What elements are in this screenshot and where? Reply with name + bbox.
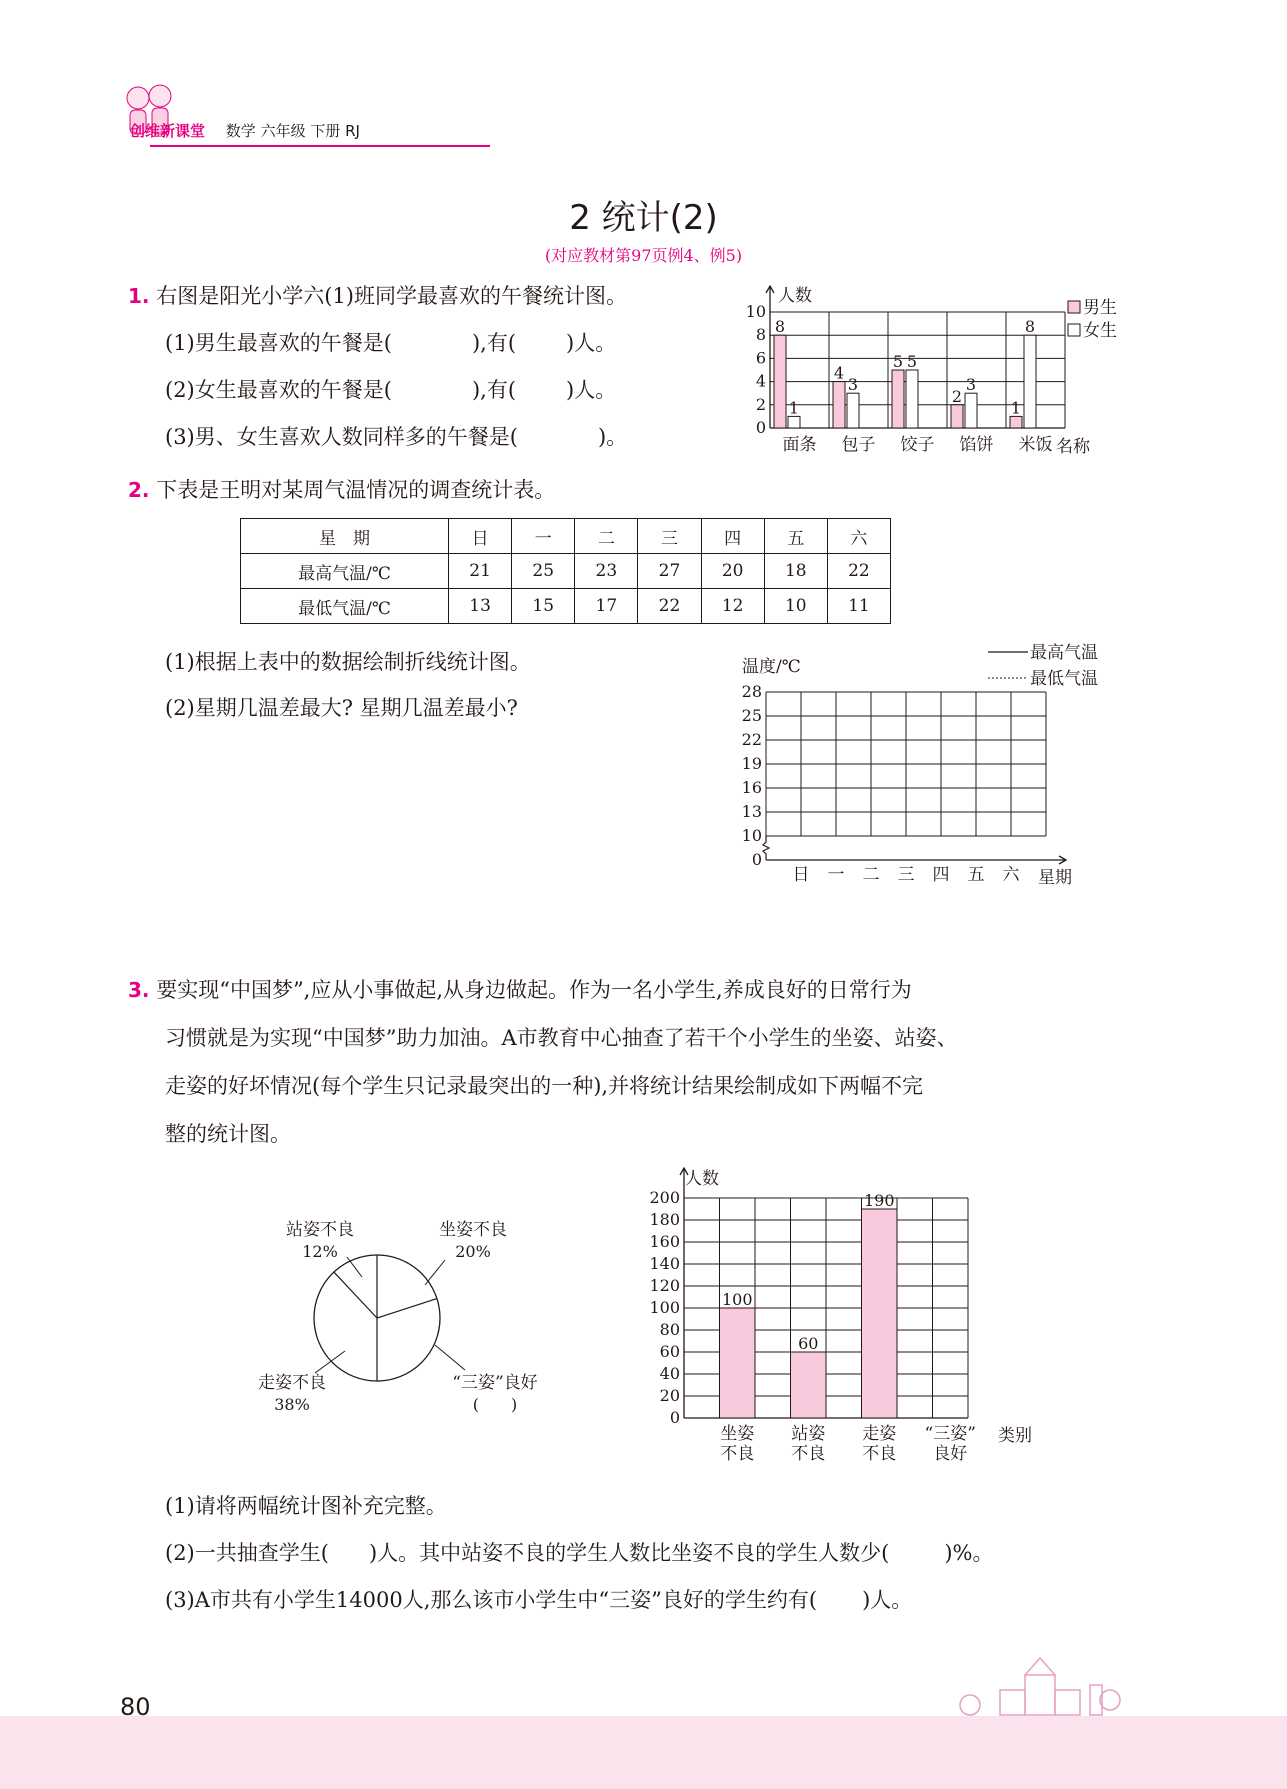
- table-cell: 四: [701, 519, 764, 554]
- legend-boys-label: 男生: [1083, 298, 1117, 318]
- posture-pie-chart: [240, 1205, 570, 1430]
- category-label: 坐姿: [720, 1424, 755, 1444]
- table-cell: 15: [512, 589, 575, 624]
- category-label: 馅饼: [959, 435, 994, 455]
- table-cell: 27: [638, 554, 701, 589]
- q2-sub2: (2)星期几温差最大? 星期几温差最小?: [165, 696, 518, 720]
- table-cell: 17: [575, 589, 638, 624]
- q2-sub1: (1)根据上表中的数据绘制折线统计图。: [165, 650, 531, 674]
- bar-value-label: 3: [847, 375, 859, 395]
- table-cell: 25: [512, 554, 575, 589]
- q3-sub2-c: )%。: [944, 1541, 994, 1565]
- q3-line: 整的统计图。: [165, 1122, 291, 1146]
- pie-slice-boundary: [377, 1299, 437, 1318]
- table-header-row: [241, 519, 891, 554]
- pie-slice-percent: ( ): [472, 1395, 518, 1414]
- q1-text: 右图是阳光小学六(1)班同学最喜欢的午餐统计图。: [156, 284, 627, 308]
- lunch-chart-bars: [774, 317, 1036, 428]
- q2-stem: [128, 474, 555, 504]
- y-tick-label: 60: [659, 1342, 680, 1361]
- q3-line: 走姿的好坏情况(每个学生只记录最突出的一种),并将统计结果绘制成如下两幅不完: [165, 1074, 924, 1098]
- category-label: 包子: [841, 435, 876, 455]
- y-tick-label: 13: [741, 802, 762, 821]
- bar-value-label: 60: [798, 1334, 819, 1353]
- pie-slice-label: 站姿不良: [286, 1220, 354, 1240]
- bar-value-label: 1: [1010, 398, 1022, 418]
- pie-slice-percent: 20%: [455, 1242, 491, 1261]
- y-tick-label: 2: [755, 394, 766, 414]
- bar: [720, 1308, 756, 1418]
- y-tick-label: 40: [659, 1364, 680, 1383]
- category-label: 走姿: [862, 1424, 897, 1444]
- q3-line: 习惯就是为实现“中国梦”助力加油。A市教育中心抽查了若干个小学生的坐姿、站姿、: [165, 1026, 958, 1050]
- bar-boys: [1010, 416, 1022, 428]
- category-label: 三: [897, 865, 915, 885]
- bar: [791, 1352, 827, 1418]
- legend-girls-label: 女生: [1083, 321, 1117, 341]
- bar-girls: [1024, 335, 1036, 428]
- temp-chart-grid: [763, 692, 1066, 864]
- bar-boys: [774, 335, 786, 428]
- posture-chart-xlabel: 类别: [998, 1426, 1032, 1446]
- legend-high-label: 最高气温: [1030, 643, 1098, 663]
- pie-leader-line: [435, 1345, 465, 1370]
- table-cell: 18: [764, 554, 827, 589]
- bar-girls: [847, 393, 859, 428]
- table-cell: 三: [638, 519, 701, 554]
- bar-value-label: 5: [892, 352, 904, 371]
- y-tick-label: 16: [741, 778, 762, 797]
- table-cell: 一: [512, 519, 575, 554]
- y-tick-label: 0: [755, 418, 766, 437]
- q3-sub3-b: )人。: [862, 1588, 913, 1612]
- temp-chart-categories: [793, 865, 1021, 885]
- category-label: 面条: [782, 435, 817, 455]
- pie-labels: [258, 1220, 538, 1414]
- page-footer-band: [0, 1716, 1287, 1789]
- bar-value-label: 3: [965, 375, 977, 395]
- category-label: 不良: [720, 1444, 755, 1464]
- lunch-chart-xlabel: 名称: [1056, 437, 1090, 457]
- posture-chart-yticks: [649, 1188, 680, 1427]
- temperature-table: [240, 518, 891, 624]
- bar-value-label: 1: [788, 398, 800, 418]
- bar-boys: [951, 405, 963, 428]
- category-label: 六: [1002, 865, 1020, 885]
- y-tick-label: 160: [649, 1232, 680, 1251]
- pie-slice-percent: 12%: [302, 1242, 338, 1261]
- temp-chart-legend: [988, 643, 1098, 689]
- y-tick-label: 22: [741, 730, 762, 749]
- axis-break-icon: [763, 836, 769, 860]
- temp-chart-ylabel: 温度/℃: [742, 657, 801, 677]
- category-label: 良好: [933, 1444, 968, 1464]
- table-cell: 星 期: [241, 519, 449, 554]
- q1-sub3-a: (3)男、女生喜欢人数同样多的午餐是(: [165, 425, 518, 449]
- bar-value-label: 8: [774, 317, 786, 337]
- q3-stem: [128, 966, 958, 1158]
- category-label: 站姿: [791, 1424, 826, 1444]
- table-cell: 五: [764, 519, 827, 554]
- pie-slice-boundary: [334, 1272, 377, 1318]
- q1-sub3: [165, 421, 627, 451]
- table-cell: 最高气温/℃: [241, 554, 449, 589]
- page-header: [130, 120, 360, 141]
- y-tick-label: 180: [649, 1210, 680, 1229]
- table-cell: 23: [575, 554, 638, 589]
- posture-chart-bars: [720, 1191, 898, 1418]
- table-row: [241, 589, 891, 624]
- table-row: [241, 554, 891, 589]
- category-label: “三姿”: [924, 1424, 976, 1444]
- y-tick-label: 4: [755, 371, 766, 391]
- q2-text: 下表是王明对某周气温情况的调查统计表。: [156, 478, 556, 502]
- temperature-line-chart: [700, 632, 1120, 892]
- pie-leader-line: [347, 1257, 362, 1277]
- y-tick-label: 80: [659, 1320, 680, 1339]
- y-tick-label: 6: [755, 348, 766, 368]
- q1-stem: [128, 280, 627, 310]
- y-tick-label: 140: [649, 1254, 680, 1273]
- lesson-subtitle: (对应教材第97页例4、例5): [544, 246, 743, 265]
- pie-slice-label: 走姿不良: [258, 1373, 326, 1393]
- pie-slice-percent: 38%: [274, 1395, 310, 1414]
- y-tick-label: 0: [669, 1408, 680, 1427]
- table-cell: 22: [827, 554, 890, 589]
- pie-slice-label: 坐姿不良: [439, 1220, 507, 1240]
- lunch-chart-categories: [783, 435, 1053, 455]
- temp-chart-xlabel: 星期: [1038, 868, 1072, 888]
- bar: [862, 1209, 898, 1418]
- y-tick-label: 0: [751, 850, 762, 869]
- table-cell: 13: [449, 589, 512, 624]
- header-rule: [150, 145, 490, 147]
- bar-boys: [833, 382, 845, 428]
- castle-decoration-icon: [940, 1650, 1160, 1720]
- lunch-chart-legend: [1068, 298, 1117, 341]
- legend-girls-swatch: [1068, 324, 1080, 336]
- lunch-chart-ylabel: 人数: [778, 286, 812, 306]
- bar-value-label: 190: [863, 1191, 895, 1210]
- q3-sub2-a: (2)一共抽查学生(: [165, 1541, 329, 1565]
- table-cell: 12: [701, 589, 764, 624]
- category-label: 一: [827, 865, 845, 885]
- q3-sub2-b: )人。其中站姿不良的学生人数比坐姿不良的学生人数少(: [368, 1541, 890, 1565]
- q3-sub3-a: (3)A市共有小学生14000人,那么该市小学生中“三姿”良好的学生约有(: [165, 1588, 818, 1612]
- y-tick-label: 8: [755, 325, 766, 345]
- y-tick-label: 19: [741, 754, 762, 773]
- bar-girls: [788, 416, 800, 428]
- q1-sub1-c: )人。: [566, 331, 617, 355]
- q3-sub3: [165, 1584, 912, 1614]
- legend-low-label: 最低气温: [1030, 669, 1098, 689]
- q1-sub1-a: (1)男生最喜欢的午餐是(: [165, 331, 392, 355]
- bar-value-label: 100: [721, 1290, 753, 1309]
- pie-slices: [314, 1255, 440, 1381]
- q1-sub2-c: )人。: [566, 378, 617, 402]
- q1-sub2: [165, 374, 616, 404]
- bar-boys: [892, 370, 904, 428]
- category-label: 米饭: [1018, 435, 1053, 455]
- q1-number: 1.: [128, 284, 150, 308]
- table-cell: 20: [701, 554, 764, 589]
- y-tick-label: 100: [649, 1298, 680, 1317]
- posture-chart-categories: [720, 1424, 976, 1464]
- category-label: 二: [862, 865, 880, 885]
- temp-chart-yticks: [742, 682, 762, 869]
- posture-chart-ylabel: 人数: [685, 1169, 719, 1189]
- y-tick-label: 10: [741, 826, 762, 845]
- category-label: 四: [932, 865, 950, 885]
- table-cell: 22: [638, 589, 701, 624]
- bar-girls: [965, 393, 977, 428]
- pie-leader-line: [425, 1260, 445, 1285]
- q1-sub1: [165, 327, 616, 357]
- pie-slice-label: “三姿”良好: [452, 1373, 538, 1393]
- bar-value-label: 8: [1024, 317, 1036, 337]
- category-label: 饺子: [900, 435, 935, 455]
- bar-girls: [906, 370, 918, 428]
- y-tick-label: 10: [745, 302, 766, 321]
- y-tick-label: 20: [659, 1386, 680, 1405]
- bar-value-label: 4: [833, 363, 845, 383]
- q1-sub1-b: ),有(: [471, 331, 517, 355]
- table-cell: 日: [449, 519, 512, 554]
- table-cell: 二: [575, 519, 638, 554]
- q3-number: 3.: [128, 978, 150, 1002]
- q1-sub2-a: (2)女生最喜欢的午餐是(: [165, 378, 392, 402]
- category-label: 不良: [862, 1444, 897, 1464]
- y-tick-label: 200: [649, 1188, 680, 1207]
- category-label: 日: [792, 865, 810, 885]
- y-tick-label: 28: [741, 682, 762, 701]
- book-info: 数学 六年级 下册 RJ: [225, 122, 360, 140]
- y-tick-label: 120: [649, 1276, 680, 1295]
- page-number: 80: [120, 1693, 151, 1721]
- y-tick-label: 25: [741, 706, 762, 725]
- bar-value-label: 5: [906, 352, 918, 371]
- q3-line: [128, 966, 958, 1014]
- q3-sub2: [165, 1537, 994, 1567]
- table-cell: 六: [827, 519, 890, 554]
- lesson-title: 2 统计(2): [569, 198, 718, 238]
- legend-boys-swatch: [1068, 301, 1080, 313]
- table-cell: 10: [764, 589, 827, 624]
- q3-sub1: (1)请将两幅统计图补充完整。: [165, 1494, 447, 1518]
- q1-sub3-b: )。: [597, 425, 628, 449]
- q3-line-text: 要实现“中国梦”,应从小事做起,从身边做起。作为一名小学生,养成良好的日常行为: [156, 978, 912, 1002]
- table-cell: 21: [449, 554, 512, 589]
- q2-number: 2.: [128, 478, 150, 502]
- q1-sub2-b: ),有(: [471, 378, 517, 402]
- table-cell: 11: [827, 589, 890, 624]
- brand-name: 创维新课堂: [130, 122, 206, 140]
- lunch-bar-chart: [740, 282, 1120, 462]
- bar-value-label: 2: [951, 386, 963, 406]
- category-label: 不良: [791, 1444, 826, 1464]
- posture-bar-chart: [640, 1162, 1050, 1474]
- table-cell: 最低气温/℃: [241, 589, 449, 624]
- category-label: 五: [967, 865, 985, 885]
- lunch-chart-yticks: [746, 302, 766, 437]
